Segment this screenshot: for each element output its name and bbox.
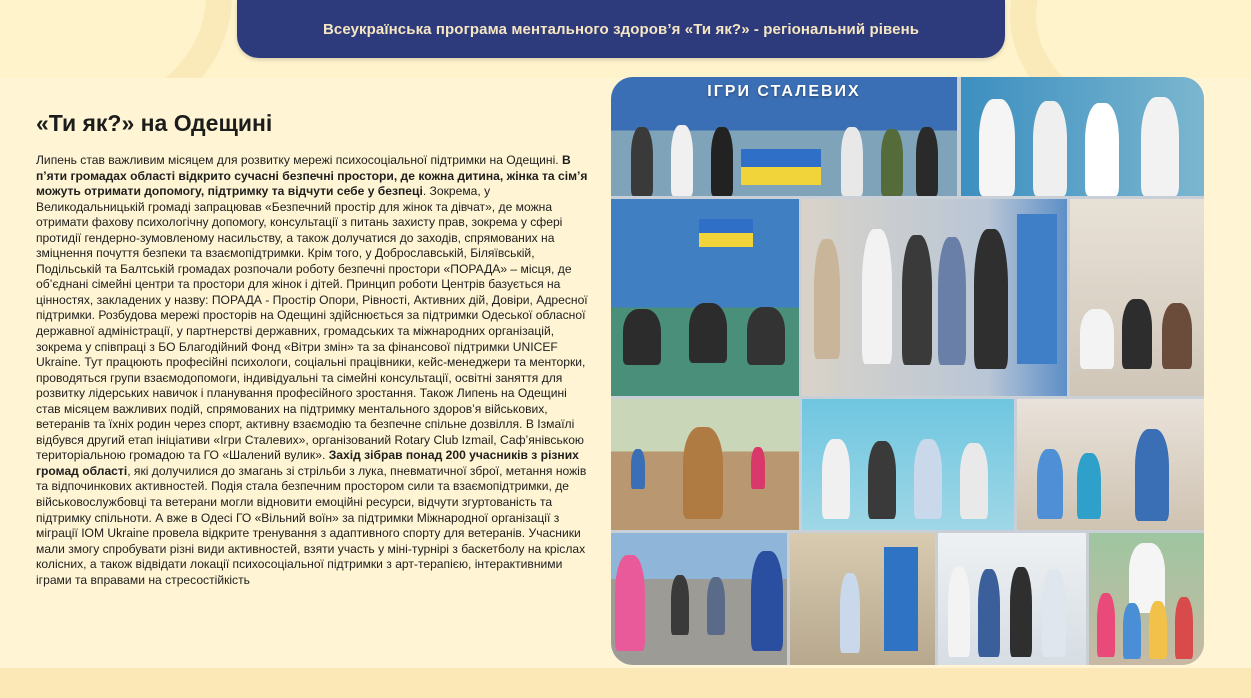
photo-kids-mascot [1089, 533, 1204, 665]
person-figure [751, 447, 765, 489]
person-figure [822, 439, 850, 519]
child-figure [1077, 453, 1101, 519]
person-figure [840, 573, 860, 653]
person-figure [1085, 103, 1119, 196]
photo-center-entrance [790, 533, 935, 665]
photo-workshop-room [1070, 199, 1204, 396]
person-figure [671, 125, 693, 196]
wheelchair-player [689, 303, 727, 363]
person-figure [902, 235, 932, 365]
header-bar [237, 0, 1005, 58]
article-body [36, 153, 591, 588]
person-figure [631, 449, 645, 489]
person-figure [1042, 569, 1066, 657]
mascot-pink [615, 555, 645, 651]
article-text-3: , які долучилися до змагань зі стрільби з лука, пневматичної зброї, метання ножів та відпочинкових активностей. Подія стала безпечним простором сили та взаємопідтримки, де військовослужбовці та ветерани могли відновити емоційні ресурси, відчути згуртованість та підтримку спільноти. А вже в Одесі ГО «Вільний воїн» за підтримки Міжнародної організації з міграції IOM Ukraine провела відкрите тренування з адаптивного спорту для ветеранів. Учасники мали змогу спробувати різні види активностей, взяти участь у міні-турнірі з баскетболу на кріслах колісних, а також відвідати локації психосоціальної підтримки з арт-терапією, інтерактивними іграми та вправами на стресостійкість [36, 463, 587, 587]
person-figure [711, 127, 733, 196]
photo-collage [611, 77, 1204, 665]
article-text-1: Липень став важливим місяцем для розвитку мережі психосоціальної підтримки на Одещині. [36, 153, 559, 167]
person-figure [1122, 299, 1152, 369]
person-figure [914, 439, 942, 519]
photo-kids-art [1017, 399, 1204, 530]
section-title: «Ти як?» на Одещині [36, 110, 273, 136]
person-figure [631, 127, 653, 196]
photo-wheelchair-basketball [611, 199, 799, 396]
person-figure [868, 441, 896, 519]
article-highlight-2: Захід зібрав понад 200 учасників з різних громад області [36, 448, 579, 478]
photo-opening-group [938, 533, 1086, 665]
person-figure [948, 567, 970, 657]
ukraine-flag [699, 219, 753, 233]
person-figure [671, 575, 689, 635]
child-figure [1037, 449, 1063, 519]
person-figure [978, 569, 1000, 657]
child-figure [1149, 601, 1167, 659]
person-figure [881, 129, 903, 196]
photo-certificates [802, 199, 1067, 396]
photo-mascot-outdoor [611, 399, 799, 530]
banner-text: ІГРИ СТАЛЕВИХ [707, 83, 861, 100]
person-figure [1141, 97, 1179, 196]
person-figure [960, 443, 988, 519]
ukraine-flag [699, 233, 753, 247]
person-figure [916, 127, 938, 196]
mascot-bear [751, 551, 783, 651]
rollup-banner [1017, 214, 1057, 364]
person-figure [814, 239, 840, 359]
photo-games-banner-group [611, 77, 957, 196]
child-figure [1175, 597, 1193, 659]
bottom-wave [0, 668, 1251, 698]
header-title: Всеукраїнська програма ментального здоров’я «Ти як?» - регіональний рівень [322, 20, 920, 38]
article-text-2: . Зокрема, у Великодальницькій громаді запрацював «Безпечний простір для жінок та дівчат», де можна отримати фахову психологічну допомогу, консультації з питань захисту прав, зокрема у сфері протидії гендерно-зумовленому насильству, а також долучатися до заходів, спрямованих на зміцнення почуття безпеки та взаємопідтримки. Крім того, у Доброславській, Біляївській, Подільській та Балтській громадах розпочали роботу безпечні простори «ПОРАДА» – місця, де об’єднані сімейні центри та простори для жінок і дітей. Принцип роботи Центрів базується на цінностях, закладених у назву: ПОРАДА - Простір Опори, Рівності, Активних дій, Довіри, Адресної підтримки. Розбудова мережі просторів на Одещині здійснюється за підтримки Одеської обласної державної адміністрації, у партнерстві державних, громадських та міжнародних організацій, зокрема у співпраці з БО Благодійний Фонд «Вітри змін» та за фінансової підтримки UNICEF Ukraine. Тут працюють професійні психологи, соціальні працівники, кейс-менеджери та менторки, проводяться групи взаємодопомоги, індивідуальні та сімейні консультації, освітні заняття для розвитку лідерських навичок і планування професійного зростання. Також Липень на Одещині став місяцем важливих подій, спрямованих на підтримку ментального здоров’я військових, ветеранів та їхніх родин через спорт, активну взаємодію та безпечне спільне дозвілля. В Ізмаїлі відбувся другий етап ініціативи «Ігри Сталевих», організований Rotary Club Izmail, Саф’янівською територіальною громадою та ГО «Шалений вулик». [36, 184, 588, 463]
person-figure [707, 577, 725, 635]
wheelchair-player [623, 309, 661, 365]
person-figure [974, 229, 1008, 369]
ukraine-flag [741, 149, 821, 167]
person-figure [1033, 101, 1067, 196]
child-figure [1097, 593, 1115, 657]
person-figure [938, 237, 966, 365]
article-highlight-1: В п’яти громадах області відкрито сучасні безпечні простори, де кожна дитина, жінка та сім’я можуть отримати допомогу, підтримку та відчути себе у безпеці [36, 153, 588, 199]
photo-group-session [802, 399, 1014, 530]
person-figure [1080, 309, 1114, 369]
rollup-banner [884, 547, 918, 651]
ukraine-flag [741, 167, 821, 185]
photo-mascots-crowd [611, 533, 787, 665]
person-figure [1135, 429, 1169, 521]
wheelchair-player [747, 307, 785, 365]
mascot-bear [683, 427, 723, 519]
person-figure [841, 127, 863, 196]
person-figure [1162, 303, 1192, 369]
child-figure [1123, 603, 1141, 659]
person-figure [979, 99, 1015, 196]
person-figure [1010, 567, 1032, 657]
photo-four-people [961, 77, 1204, 196]
person-figure [862, 229, 892, 364]
